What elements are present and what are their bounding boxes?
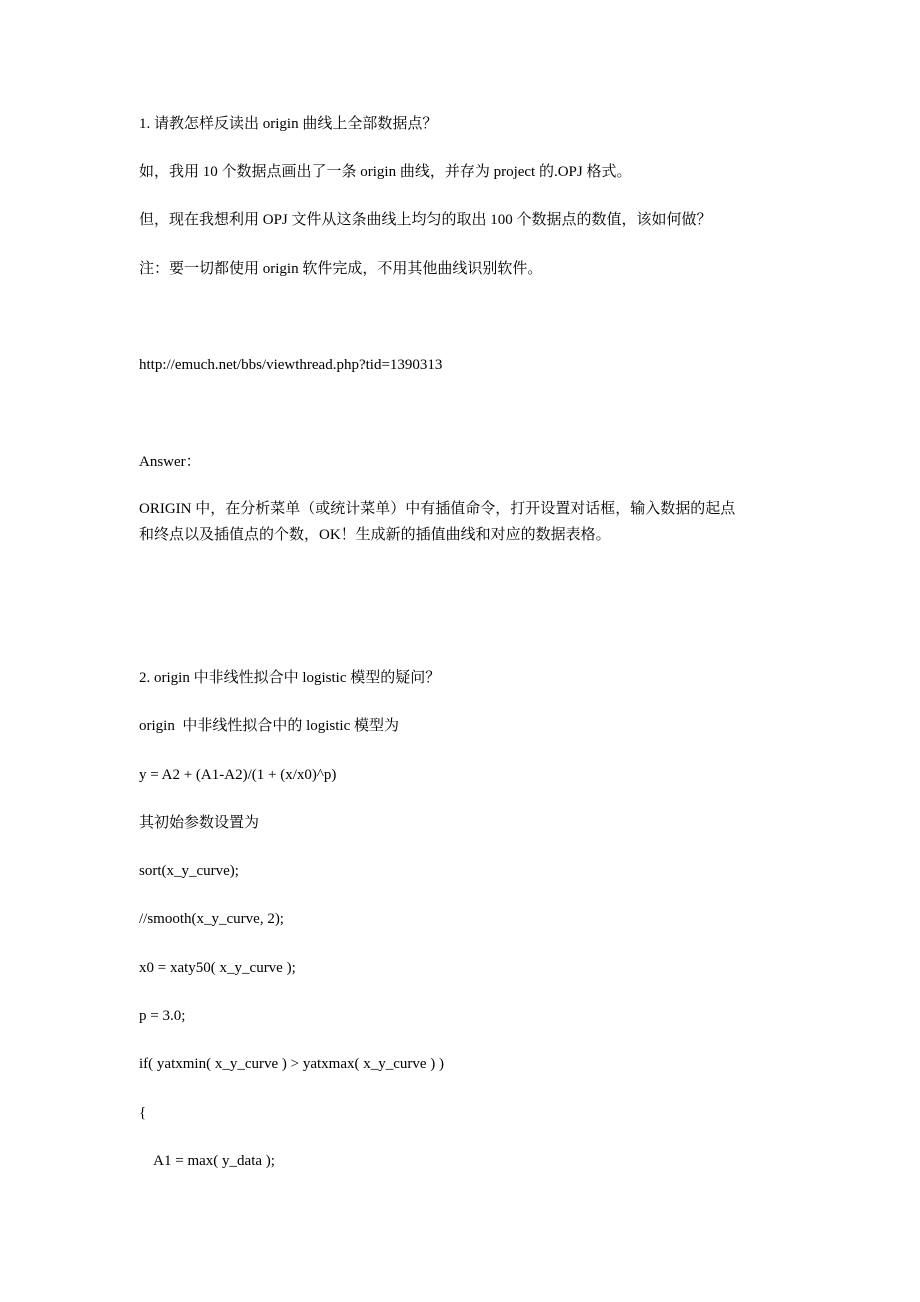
code-line: { [139, 1105, 147, 1121]
code-line: sort(x_y_curve); [139, 863, 239, 879]
formula: y = A2 + (A1-A2)/(1 + (x/x0)^p) [139, 767, 337, 783]
code-line: x0 = xaty50( x_y_curve ); [139, 960, 296, 976]
paragraph: 注：要一切都使用 origin 软件完成，不用其他曲线识别软件。 [139, 261, 543, 277]
code-line: //smooth(x_y_curve, 2); [139, 911, 284, 927]
question-2: 2. origin 中非线性拟合中 logistic 模型的疑问？ [139, 670, 441, 686]
question-1: 1. 请教怎样反读出 origin 曲线上全部数据点？ [139, 116, 438, 132]
answer-text-line: 和终点以及插值点的个数，OK！生成新的插值曲线和对应的数据表格。 [139, 527, 611, 543]
code-line: A1 = max( y_data ); [139, 1153, 275, 1169]
code-line: p = 3.0; [139, 1008, 186, 1024]
paragraph: 如，我用 10 个数据点画出了一条 origin 曲线，并存为 project 的.OPJ 格式。 [139, 164, 632, 180]
answer-text-line: ORIGIN 中，在分析菜单（或统计菜单）中有插值命令，打开设置对话框，输入数据的起点 [139, 501, 736, 517]
paragraph: 其初始参数设置为 [139, 815, 260, 831]
source-url: http://emuch.net/bbs/viewthread.php?tid=1390313 [139, 357, 443, 373]
code-line: if( yatxmin( x_y_curve ) > yatxmax( x_y_curve ) ) [139, 1056, 445, 1072]
answer-label: Answer： [139, 454, 201, 470]
paragraph: origin 中非线性拟合中的 logistic 模型为 [139, 718, 399, 734]
paragraph: 但，现在我想利用 OPJ 文件从这条曲线上均匀的取出 100 个数据点的数值，该如何做？ [139, 212, 712, 228]
